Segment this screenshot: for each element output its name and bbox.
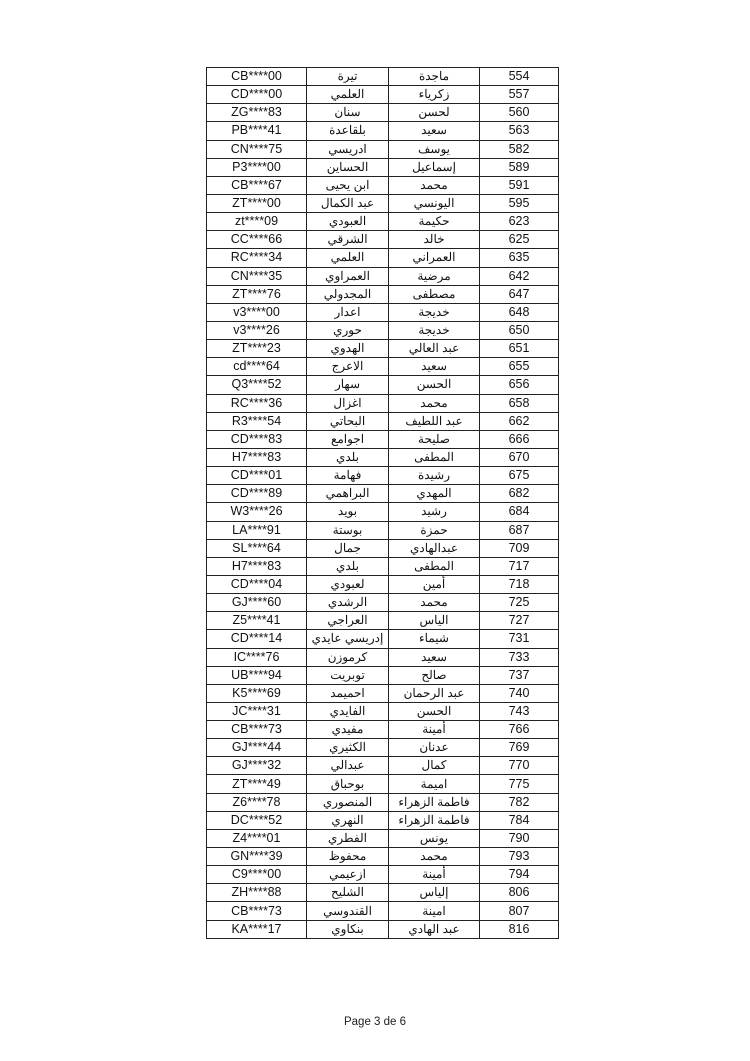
number-cell: 740 — [480, 684, 559, 702]
number-cell: 595 — [480, 194, 559, 212]
id-code-cell: LA****91 — [207, 521, 307, 539]
first-name-cell: عبدالهادي — [389, 539, 480, 557]
table-row — [207, 140, 559, 158]
number-cell: 563 — [480, 122, 559, 140]
table-row — [207, 775, 559, 793]
table-row — [207, 467, 559, 485]
first-name-cell: لحسن — [389, 104, 480, 122]
number-cell: 770 — [480, 757, 559, 775]
number-cell: 769 — [480, 739, 559, 757]
id-code-cell: CD****04 — [207, 575, 307, 593]
number-cell: 670 — [480, 448, 559, 466]
number-cell: 675 — [480, 467, 559, 485]
number-cell: 557 — [480, 86, 559, 104]
number-cell: 684 — [480, 503, 559, 521]
number-cell: 635 — [480, 249, 559, 267]
table-row — [207, 902, 559, 920]
last-name-cell: مفيدي — [307, 721, 389, 739]
id-code-cell: ZG****83 — [207, 104, 307, 122]
id-code-cell: CN****35 — [207, 267, 307, 285]
id-code-cell: JC****31 — [207, 702, 307, 720]
first-name-cell: محمد — [389, 394, 480, 412]
table-row — [207, 793, 559, 811]
number-cell: 737 — [480, 666, 559, 684]
first-name-cell: عدنان — [389, 739, 480, 757]
last-name-cell: محفوظ — [307, 848, 389, 866]
last-name-cell: لعبودي — [307, 575, 389, 593]
first-name-cell: عبد الرحمان — [389, 684, 480, 702]
id-code-cell: CD****14 — [207, 630, 307, 648]
last-name-cell: ابن يحيى — [307, 176, 389, 194]
last-name-cell: الرشدي — [307, 594, 389, 612]
last-name-cell: القندوسي — [307, 902, 389, 920]
last-name-cell: توبريت — [307, 666, 389, 684]
table-row — [207, 285, 559, 303]
number-cell: 647 — [480, 285, 559, 303]
number-cell: 790 — [480, 829, 559, 847]
id-code-cell: GJ****44 — [207, 739, 307, 757]
first-name-cell: الياس — [389, 612, 480, 630]
table-row — [207, 394, 559, 412]
last-name-cell: حوري — [307, 321, 389, 339]
last-name-cell: النهري — [307, 811, 389, 829]
id-code-cell: ZT****23 — [207, 340, 307, 358]
table-row — [207, 702, 559, 720]
id-code-cell: H7****83 — [207, 557, 307, 575]
id-code-cell: W3****26 — [207, 503, 307, 521]
last-name-cell: عبدالي — [307, 757, 389, 775]
number-cell: 662 — [480, 412, 559, 430]
id-code-cell: CC****66 — [207, 231, 307, 249]
first-name-cell: رشيدة — [389, 467, 480, 485]
id-code-cell: PB****41 — [207, 122, 307, 140]
id-code-cell: Z6****78 — [207, 793, 307, 811]
number-cell: 642 — [480, 267, 559, 285]
first-name-cell: اليونسي — [389, 194, 480, 212]
id-code-cell: UB****94 — [207, 666, 307, 684]
last-name-cell: البراهمي — [307, 485, 389, 503]
table-row — [207, 829, 559, 847]
id-code-cell: CD****01 — [207, 467, 307, 485]
first-name-cell: أمينة — [389, 866, 480, 884]
first-name-cell: المطفى — [389, 448, 480, 466]
first-name-cell: عبد الهادي — [389, 920, 480, 938]
number-cell: 806 — [480, 884, 559, 902]
number-cell: 794 — [480, 866, 559, 884]
last-name-cell: فهامة — [307, 467, 389, 485]
last-name-cell: احميمد — [307, 684, 389, 702]
number-cell: 793 — [480, 848, 559, 866]
first-name-cell: أمين — [389, 575, 480, 593]
last-name-cell: العمراوي — [307, 267, 389, 285]
page-number: Page 3 de 6 — [343, 1016, 407, 1028]
first-name-cell: مرضية — [389, 267, 480, 285]
number-cell: 658 — [480, 394, 559, 412]
id-code-cell: CB****73 — [207, 902, 307, 920]
first-name-cell: إلياس — [389, 884, 480, 902]
first-name-cell: سعيد — [389, 358, 480, 376]
last-name-cell: عبد الكمال — [307, 194, 389, 212]
last-name-cell: العلمي — [307, 249, 389, 267]
first-name-cell: حكيمة — [389, 213, 480, 231]
number-cell: 682 — [480, 485, 559, 503]
id-code-cell: Z4****01 — [207, 829, 307, 847]
id-code-cell: RC****34 — [207, 249, 307, 267]
first-name-cell: صالح — [389, 666, 480, 684]
table-row — [207, 811, 559, 829]
last-name-cell: الهدوي — [307, 340, 389, 358]
first-name-cell: الحسن — [389, 376, 480, 394]
number-cell: 582 — [480, 140, 559, 158]
table-row — [207, 122, 559, 140]
id-code-cell: CD****89 — [207, 485, 307, 503]
last-name-cell: الفايدي — [307, 702, 389, 720]
first-name-cell: محمد — [389, 176, 480, 194]
table-row — [207, 231, 559, 249]
last-name-cell: ادريسي — [307, 140, 389, 158]
id-code-cell: v3****00 — [207, 303, 307, 321]
first-name-cell: رشيد — [389, 503, 480, 521]
last-name-cell: الفطري — [307, 829, 389, 847]
table-row — [207, 848, 559, 866]
number-cell: 727 — [480, 612, 559, 630]
id-code-cell: GJ****60 — [207, 594, 307, 612]
table-row — [207, 104, 559, 122]
number-cell: 623 — [480, 213, 559, 231]
id-code-cell: CB****73 — [207, 721, 307, 739]
last-name-cell: سهار — [307, 376, 389, 394]
id-code-cell: zt****09 — [207, 213, 307, 231]
first-name-cell: خديجة — [389, 321, 480, 339]
table-row — [207, 267, 559, 285]
first-name-cell: عبد العالي — [389, 340, 480, 358]
last-name-cell: العراجي — [307, 612, 389, 630]
table-row — [207, 630, 559, 648]
table-row — [207, 176, 559, 194]
first-name-cell: المهدي — [389, 485, 480, 503]
table-row — [207, 485, 559, 503]
table-row — [207, 213, 559, 231]
id-code-cell: P3****00 — [207, 158, 307, 176]
number-cell: 782 — [480, 793, 559, 811]
last-name-cell: الحساين — [307, 158, 389, 176]
id-code-cell: GN****39 — [207, 848, 307, 866]
table-row — [207, 376, 559, 394]
number-cell: 731 — [480, 630, 559, 648]
id-code-cell: R3****54 — [207, 412, 307, 430]
number-cell: 733 — [480, 648, 559, 666]
last-name-cell: بويد — [307, 503, 389, 521]
id-code-cell: IC****76 — [207, 648, 307, 666]
id-code-cell: CD****00 — [207, 86, 307, 104]
last-name-cell: البحاتي — [307, 412, 389, 430]
table-row — [207, 757, 559, 775]
last-name-cell: جمال — [307, 539, 389, 557]
table-row — [207, 557, 559, 575]
id-code-cell: GJ****32 — [207, 757, 307, 775]
first-name-cell: امينة — [389, 902, 480, 920]
number-cell: 775 — [480, 775, 559, 793]
number-cell: 687 — [480, 521, 559, 539]
first-name-cell: أمينة — [389, 721, 480, 739]
table-row — [207, 539, 559, 557]
first-name-cell: فاطمة الزهراء — [389, 793, 480, 811]
first-name-cell: مصطفى — [389, 285, 480, 303]
table-row — [207, 721, 559, 739]
id-code-cell: K5****69 — [207, 684, 307, 702]
last-name-cell: بنكاوي — [307, 920, 389, 938]
first-name-cell: الحسن — [389, 702, 480, 720]
id-code-cell: Z5****41 — [207, 612, 307, 630]
last-name-cell: المنصوري — [307, 793, 389, 811]
id-code-cell: Q3****52 — [207, 376, 307, 394]
first-name-cell: عبد اللطيف — [389, 412, 480, 430]
last-name-cell: سنان — [307, 104, 389, 122]
first-name-cell: سعيد — [389, 122, 480, 140]
number-cell: 554 — [480, 68, 559, 86]
table-row — [207, 594, 559, 612]
id-code-cell: SL****64 — [207, 539, 307, 557]
table-row — [207, 739, 559, 757]
first-name-cell: سعيد — [389, 648, 480, 666]
table-row — [207, 866, 559, 884]
table-row — [207, 68, 559, 86]
last-name-cell: الشليح — [307, 884, 389, 902]
number-cell: 560 — [480, 104, 559, 122]
number-cell: 717 — [480, 557, 559, 575]
number-cell: 816 — [480, 920, 559, 938]
table-row — [207, 448, 559, 466]
last-name-cell: اجوامع — [307, 430, 389, 448]
last-name-cell: ازعيمي — [307, 866, 389, 884]
first-name-cell: اميمة — [389, 775, 480, 793]
table-row — [207, 575, 559, 593]
results-table — [206, 67, 559, 939]
id-code-cell: ZH****88 — [207, 884, 307, 902]
last-name-cell: الاعرج — [307, 358, 389, 376]
id-code-cell: H7****83 — [207, 448, 307, 466]
first-name-cell: يوسف — [389, 140, 480, 158]
last-name-cell: الكثيري — [307, 739, 389, 757]
first-name-cell: شيماء — [389, 630, 480, 648]
id-code-cell: CB****00 — [207, 68, 307, 86]
id-code-cell: ZT****76 — [207, 285, 307, 303]
last-name-cell: بوحباق — [307, 775, 389, 793]
last-name-cell: بلقاعدة — [307, 122, 389, 140]
id-code-cell: RC****36 — [207, 394, 307, 412]
first-name-cell: خديجة — [389, 303, 480, 321]
first-name-cell: العمراني — [389, 249, 480, 267]
table-row — [207, 666, 559, 684]
first-name-cell: فاطمة الزهراء — [389, 811, 480, 829]
number-cell: 656 — [480, 376, 559, 394]
number-cell: 648 — [480, 303, 559, 321]
first-name-cell: زكرياء — [389, 86, 480, 104]
number-cell: 666 — [480, 430, 559, 448]
table-row — [207, 321, 559, 339]
id-code-cell: DC****52 — [207, 811, 307, 829]
first-name-cell: صليحة — [389, 430, 480, 448]
table-row — [207, 249, 559, 267]
table-row — [207, 358, 559, 376]
id-code-cell: v3****26 — [207, 321, 307, 339]
last-name-cell: العلمي — [307, 86, 389, 104]
number-cell: 718 — [480, 575, 559, 593]
id-code-cell: CD****83 — [207, 430, 307, 448]
first-name-cell: حمزة — [389, 521, 480, 539]
number-cell: 766 — [480, 721, 559, 739]
table-row — [207, 920, 559, 938]
id-code-cell: CB****67 — [207, 176, 307, 194]
table-row — [207, 612, 559, 630]
last-name-cell: إدريسي عايدي — [307, 630, 389, 648]
table-row — [207, 430, 559, 448]
first-name-cell: إسماعيل — [389, 158, 480, 176]
results-table-body — [207, 68, 559, 939]
table-row — [207, 503, 559, 521]
table-row — [207, 158, 559, 176]
first-name-cell: محمد — [389, 594, 480, 612]
table-row — [207, 521, 559, 539]
last-name-cell: كرموزن — [307, 648, 389, 666]
table-row — [207, 412, 559, 430]
last-name-cell: بوستة — [307, 521, 389, 539]
number-cell: 743 — [480, 702, 559, 720]
last-name-cell: اغزال — [307, 394, 389, 412]
number-cell: 709 — [480, 539, 559, 557]
id-code-cell: CN****75 — [207, 140, 307, 158]
number-cell: 651 — [480, 340, 559, 358]
table-row — [207, 648, 559, 666]
last-name-cell: بلدي — [307, 448, 389, 466]
first-name-cell: كمال — [389, 757, 480, 775]
table-row — [207, 884, 559, 902]
number-cell: 589 — [480, 158, 559, 176]
first-name-cell: خالد — [389, 231, 480, 249]
first-name-cell: ماجدة — [389, 68, 480, 86]
last-name-cell: العبودي — [307, 213, 389, 231]
table-row — [207, 303, 559, 321]
first-name-cell: المطفى — [389, 557, 480, 575]
table-row — [207, 684, 559, 702]
id-code-cell: ZT****00 — [207, 194, 307, 212]
last-name-cell: بلدي — [307, 557, 389, 575]
table-row — [207, 86, 559, 104]
number-cell: 591 — [480, 176, 559, 194]
last-name-cell: تيرة — [307, 68, 389, 86]
number-cell: 807 — [480, 902, 559, 920]
id-code-cell: KA****17 — [207, 920, 307, 938]
number-cell: 625 — [480, 231, 559, 249]
number-cell: 650 — [480, 321, 559, 339]
first-name-cell: يونس — [389, 829, 480, 847]
last-name-cell: اعدار — [307, 303, 389, 321]
table-row — [207, 194, 559, 212]
number-cell: 784 — [480, 811, 559, 829]
id-code-cell: ZT****49 — [207, 775, 307, 793]
last-name-cell: الشرقي — [307, 231, 389, 249]
first-name-cell: محمد — [389, 848, 480, 866]
id-code-cell: C9****00 — [207, 866, 307, 884]
table-row — [207, 340, 559, 358]
number-cell: 655 — [480, 358, 559, 376]
id-code-cell: cd****64 — [207, 358, 307, 376]
number-cell: 725 — [480, 594, 559, 612]
last-name-cell: المجدولي — [307, 285, 389, 303]
